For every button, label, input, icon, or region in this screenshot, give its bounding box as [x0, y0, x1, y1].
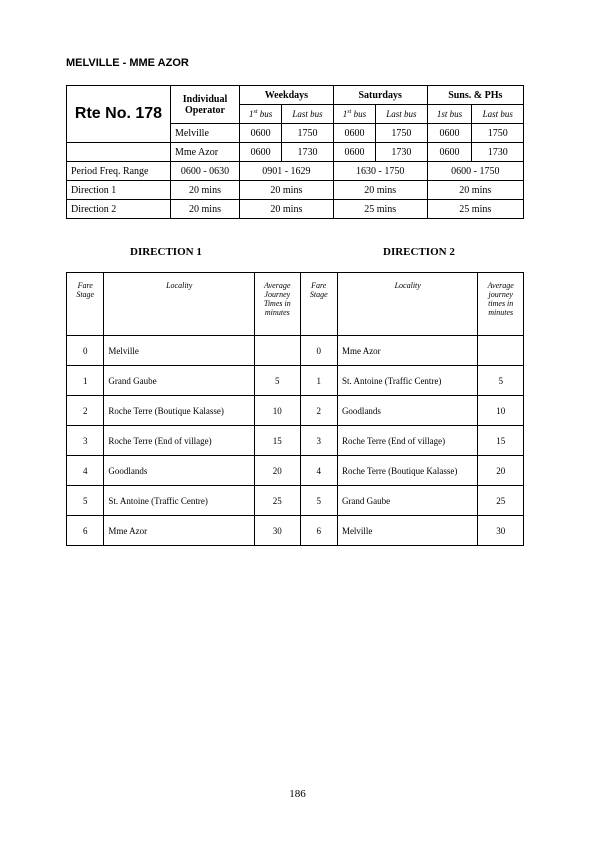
locality-cell: Melville	[104, 336, 255, 366]
locality-cell: Roche Terre (Boutique Kalasse)	[337, 456, 478, 486]
time-cell: 30	[478, 516, 524, 546]
freq-cell: 25 mins	[427, 200, 523, 219]
fare-stage-cell: 0	[67, 336, 104, 366]
period-cell: 0600 - 0630	[171, 162, 240, 181]
fare-stage-cell: 5	[300, 486, 337, 516]
locality-cell: St. Antoine (Traffic Centre)	[104, 486, 255, 516]
saturdays-header: Saturdays	[333, 86, 427, 105]
locality-cell: Melville	[337, 516, 478, 546]
time-cell: 10	[478, 396, 524, 426]
freq-cell: 25 mins	[333, 200, 427, 219]
avg-time-header: Average journey times in minutes	[478, 273, 524, 336]
table-row	[67, 162, 524, 181]
time-cell: 1730	[376, 143, 427, 162]
stop-name: Mme Azor	[171, 143, 240, 162]
freq-cell: 20 mins	[333, 181, 427, 200]
table-row	[67, 181, 524, 200]
freq-cell: 20 mins	[427, 181, 523, 200]
locality-cell: Mme Azor	[104, 516, 255, 546]
last-bus-header: Last bus	[472, 105, 524, 124]
stop-name: Melville	[171, 124, 240, 143]
locality-cell: Grand Gaube	[337, 486, 478, 516]
fare-stage-cell: 3	[300, 426, 337, 456]
fare-stage-cell: 1	[300, 366, 337, 396]
last-bus-header: Last bus	[376, 105, 427, 124]
sundays-header: Suns. & PHs	[427, 86, 523, 105]
direction-label: Direction 2	[67, 200, 171, 219]
freq-cell: 20 mins	[171, 200, 240, 219]
time-cell: 0600	[333, 124, 375, 143]
avg-time-header: Average Journey Times in minutes	[255, 273, 300, 336]
time-cell: 15	[478, 426, 524, 456]
time-cell: 0600	[240, 124, 282, 143]
locality-cell: Roche Terre (End of village)	[104, 426, 255, 456]
route-spacer	[67, 143, 171, 162]
page-number: 186	[289, 788, 306, 800]
period-label: Period Freq. Range	[67, 162, 171, 181]
time-cell: 1730	[282, 143, 333, 162]
time-cell: 1750	[376, 124, 427, 143]
table-row	[67, 143, 524, 162]
time-cell: 1750	[282, 124, 333, 143]
fare-stage-cell: 6	[67, 516, 104, 546]
table-row	[67, 486, 524, 516]
time-cell: 25	[255, 486, 300, 516]
fare-stage-cell: 3	[67, 426, 104, 456]
fare-stage-cell: 5	[67, 486, 104, 516]
time-cell: 0600	[240, 143, 282, 162]
direction-1-title: DIRECTION 1	[130, 246, 202, 258]
locality-header: Locality	[104, 273, 255, 336]
table-row	[67, 200, 524, 219]
direction-label: Direction 1	[67, 181, 171, 200]
locality-cell: Goodlands	[104, 456, 255, 486]
locality-cell: Goodlands	[337, 396, 478, 426]
locality-header: Locality	[337, 273, 478, 336]
time-cell: 1730	[472, 143, 524, 162]
fare-stage-header: Fare Stage	[67, 273, 104, 336]
time-cell: 5	[478, 366, 524, 396]
fare-stage-cell: 2	[67, 396, 104, 426]
freq-cell: 20 mins	[171, 181, 240, 200]
weekdays-header: Weekdays	[240, 86, 334, 105]
time-cell: 0600	[333, 143, 375, 162]
fare-stage-cell: 6	[300, 516, 337, 546]
operator-header: Individual Operator	[171, 86, 240, 124]
time-cell: 15	[255, 426, 300, 456]
table-row	[67, 396, 524, 426]
locality-cell: Mme Azor	[337, 336, 478, 366]
direction-2-title: DIRECTION 2	[383, 246, 455, 258]
table-header-row	[67, 273, 524, 336]
last-bus-header: Last bus	[282, 105, 333, 124]
time-cell: 0600	[427, 143, 472, 162]
time-cell	[255, 336, 300, 366]
freq-cell: 20 mins	[240, 200, 334, 219]
time-cell: 5	[255, 366, 300, 396]
fare-stage-cell: 4	[67, 456, 104, 486]
table-row	[67, 516, 524, 546]
time-cell: 0600	[427, 124, 472, 143]
period-cell: 1630 - 1750	[333, 162, 427, 181]
page-title: MELVILLE - MME AZOR	[66, 57, 189, 69]
locality-cell: St. Antoine (Traffic Centre)	[337, 366, 478, 396]
time-cell	[478, 336, 524, 366]
locality-cell: Grand Gaube	[104, 366, 255, 396]
fare-stage-header: Fare Stage	[300, 273, 337, 336]
locality-cell: Roche Terre (End of village)	[337, 426, 478, 456]
locality-cell: Roche Terre (Boutique Kalasse)	[104, 396, 255, 426]
table-row	[67, 456, 524, 486]
fare-stage-table	[66, 272, 524, 546]
fare-stage-cell: 2	[300, 396, 337, 426]
table-row	[67, 426, 524, 456]
time-cell: 30	[255, 516, 300, 546]
fare-stage-cell: 4	[300, 456, 337, 486]
period-cell: 0901 - 1629	[240, 162, 334, 181]
route-number: Rte No. 178	[67, 86, 171, 143]
schedule-table	[66, 85, 524, 219]
table-row	[67, 366, 524, 396]
time-cell: 1750	[472, 124, 524, 143]
period-cell: 0600 - 1750	[427, 162, 523, 181]
freq-cell: 20 mins	[240, 181, 334, 200]
fare-stage-cell: 0	[300, 336, 337, 366]
fare-stage-cell: 1	[67, 366, 104, 396]
first-bus-header: 1st bus	[240, 105, 282, 124]
time-cell: 25	[478, 486, 524, 516]
first-bus-header: 1st bus	[427, 105, 472, 124]
first-bus-header: 1st bus	[333, 105, 375, 124]
time-cell: 20	[478, 456, 524, 486]
time-cell: 10	[255, 396, 300, 426]
time-cell: 20	[255, 456, 300, 486]
table-row	[67, 336, 524, 366]
